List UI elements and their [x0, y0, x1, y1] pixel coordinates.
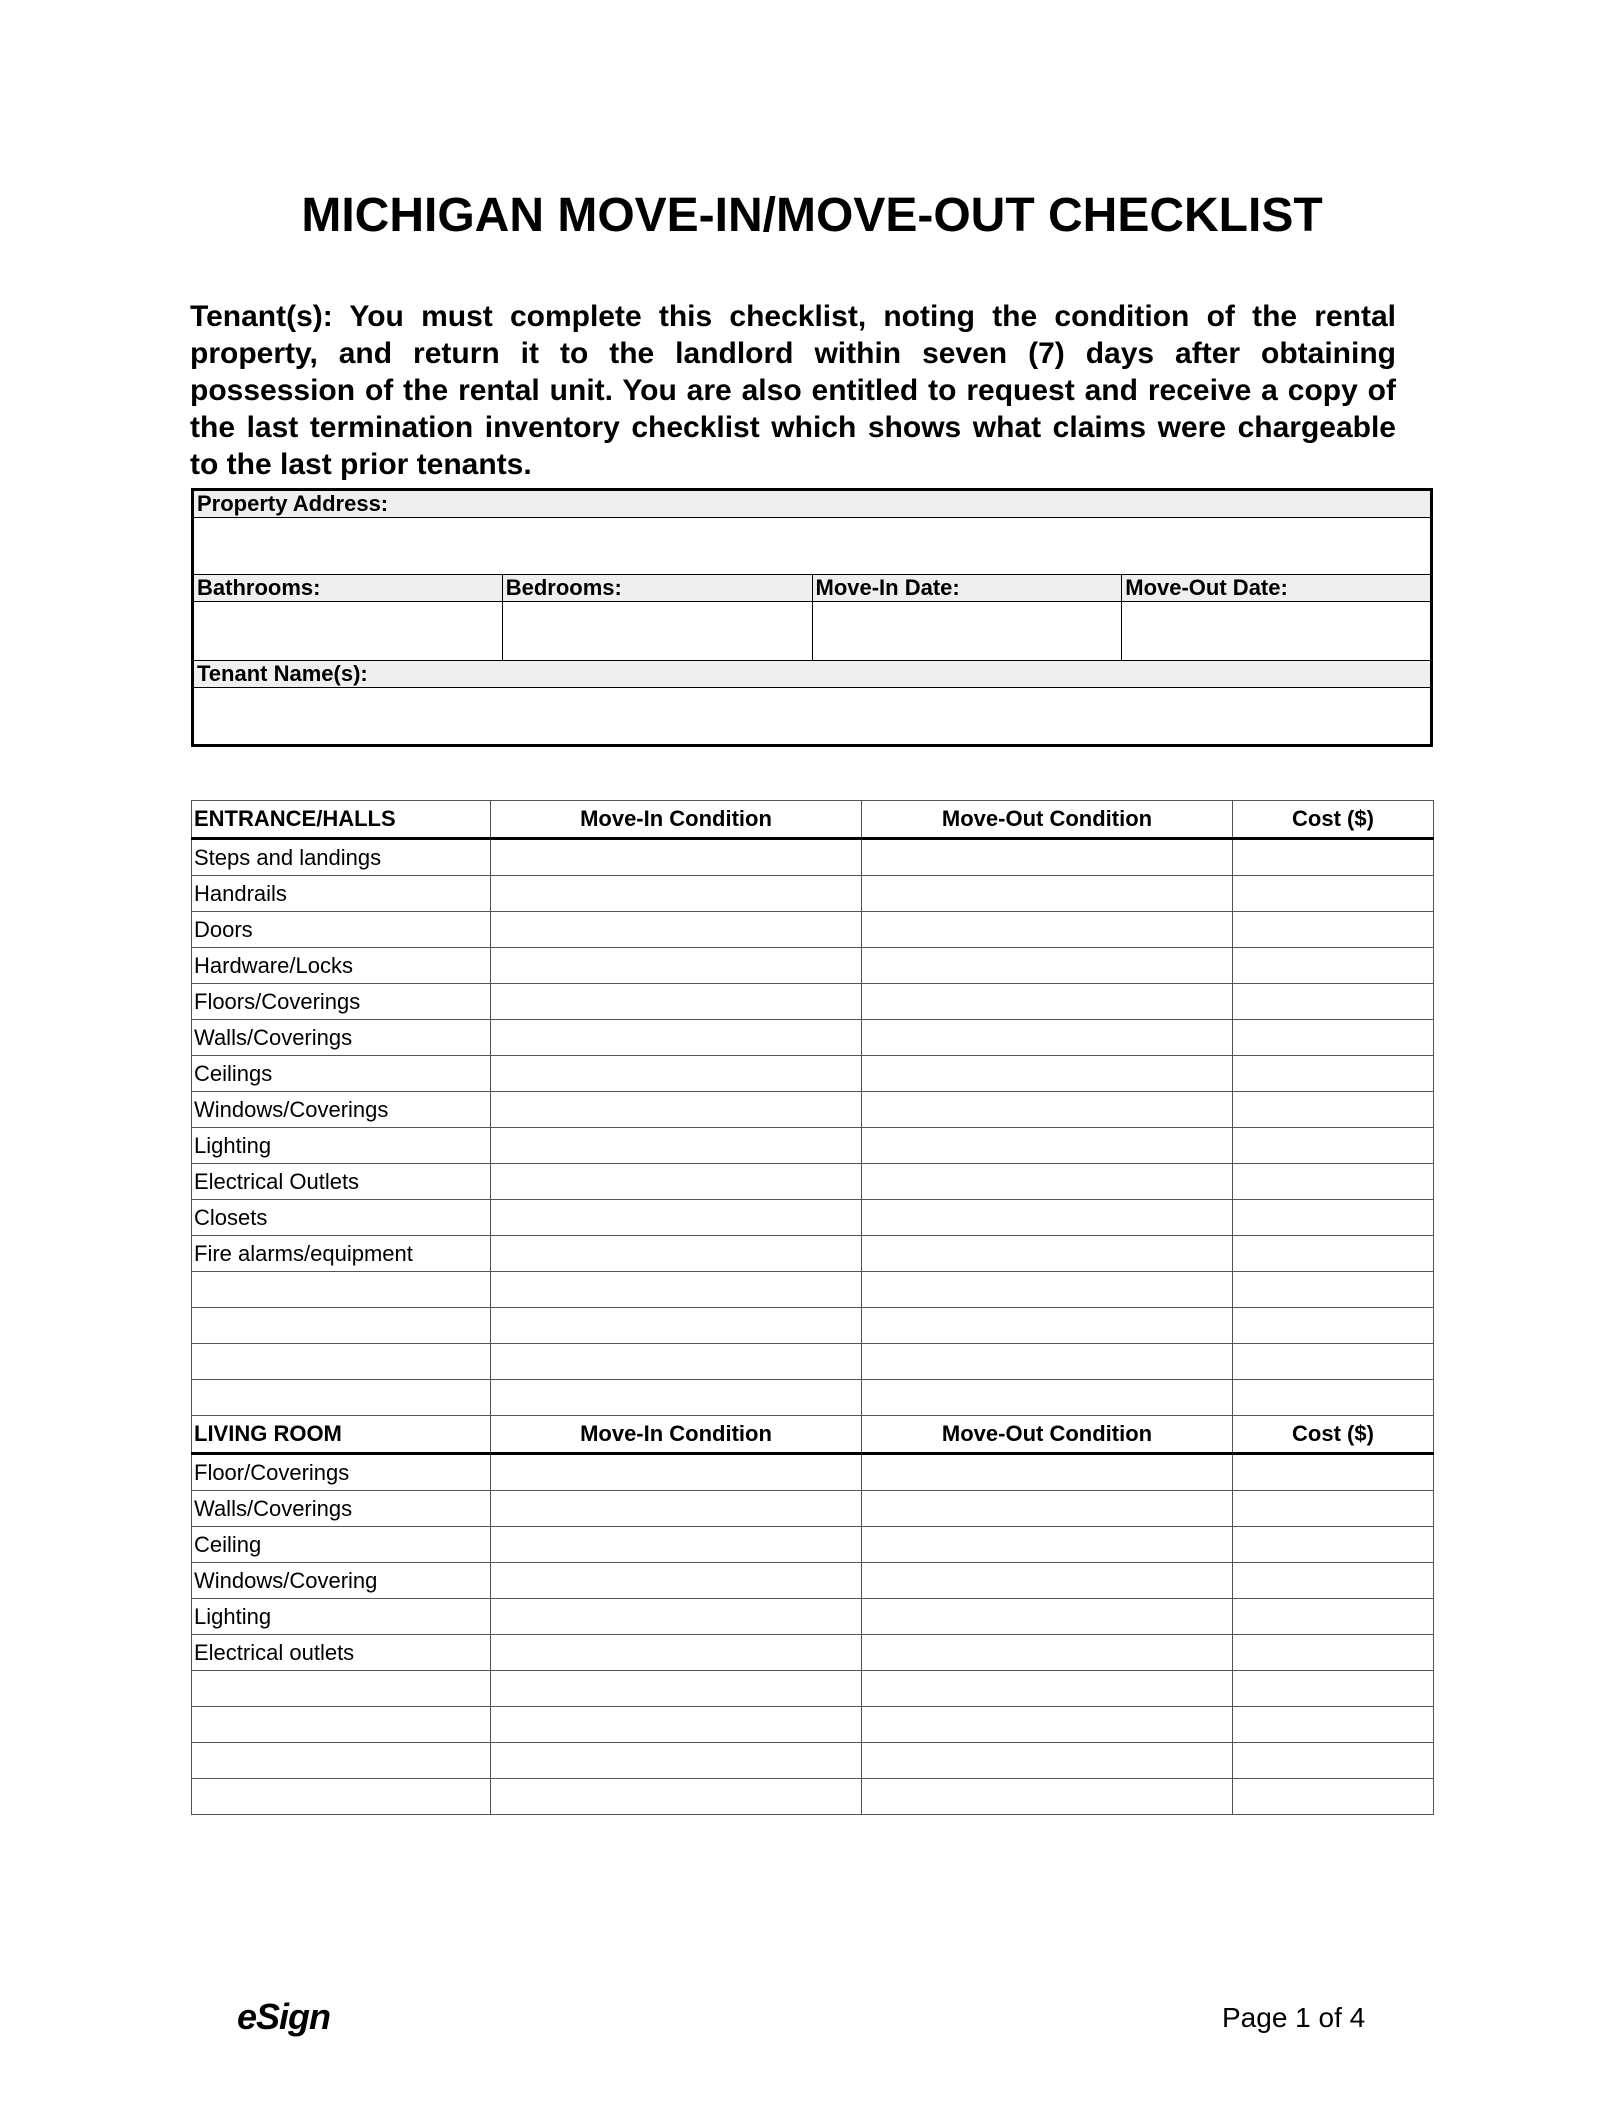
- table-row: [192, 1671, 1434, 1707]
- move-in-date-label: Move-In Date:: [812, 575, 1122, 602]
- item-label: [192, 1380, 491, 1416]
- move-in-condition-cell[interactable]: [491, 1380, 862, 1416]
- item-label: Handrails: [192, 876, 491, 912]
- move-out-condition-cell[interactable]: [862, 1344, 1233, 1380]
- cost-cell[interactable]: [1233, 1272, 1434, 1308]
- table-row: [192, 1308, 1434, 1344]
- move-out-condition-cell[interactable]: [862, 1743, 1233, 1779]
- table-row: [192, 1563, 1434, 1599]
- table-row: [192, 1020, 1434, 1056]
- tenant-names-field[interactable]: [193, 688, 1432, 746]
- move-in-condition-cell[interactable]: [491, 1599, 862, 1635]
- bedrooms-label: Bedrooms:: [502, 575, 812, 602]
- move-in-condition-cell[interactable]: [491, 1308, 862, 1344]
- item-label: [192, 1272, 491, 1308]
- move-in-condition-cell[interactable]: [491, 1779, 862, 1815]
- move-in-condition-cell[interactable]: [491, 1236, 862, 1272]
- item-label: [192, 1743, 491, 1779]
- move-in-condition-cell[interactable]: [491, 1635, 862, 1671]
- table-row: [192, 1236, 1434, 1272]
- item-label: Walls/Coverings: [192, 1020, 491, 1056]
- table-row: [192, 1272, 1434, 1308]
- table-row: [192, 1599, 1434, 1635]
- move-out-condition-cell[interactable]: [862, 948, 1233, 984]
- move-in-date-field[interactable]: [812, 602, 1122, 661]
- item-label: [192, 1308, 491, 1344]
- move-out-condition-cell[interactable]: [862, 1599, 1233, 1635]
- move-out-date-field[interactable]: [1122, 602, 1432, 661]
- move-out-condition-cell[interactable]: [862, 1236, 1233, 1272]
- page-number: Page 1 of 4: [1222, 2002, 1366, 2033]
- cost-cell[interactable]: [1233, 984, 1434, 1020]
- table-row: [192, 876, 1434, 912]
- item-label: Steps and landings: [192, 839, 491, 876]
- tenant-names-label: Tenant Name(s):: [193, 661, 1432, 688]
- item-label: Lighting: [192, 1599, 491, 1635]
- cost-cell[interactable]: [1233, 1635, 1434, 1671]
- move-out-condition-cell[interactable]: [862, 1020, 1233, 1056]
- move-in-condition-cell[interactable]: [491, 948, 862, 984]
- move-in-condition-cell[interactable]: [491, 1272, 862, 1308]
- move-out-condition-cell[interactable]: [862, 1671, 1233, 1707]
- table-row: [192, 1635, 1434, 1671]
- move-out-condition-cell[interactable]: [862, 1380, 1233, 1416]
- cost-cell[interactable]: [1233, 1671, 1434, 1707]
- move-out-condition-cell[interactable]: [862, 912, 1233, 948]
- cost-cell[interactable]: [1233, 1599, 1434, 1635]
- document-title: MICHIGAN MOVE-IN/MOVE-OUT CHECKLIST: [301, 189, 1323, 242]
- item-label: Electrical outlets: [192, 1635, 491, 1671]
- move-in-condition-cell[interactable]: [491, 1056, 862, 1092]
- table-row: [192, 912, 1434, 948]
- living-room-header-row: [192, 1416, 1434, 1454]
- bedrooms-field[interactable]: [502, 602, 812, 661]
- move-in-condition-cell[interactable]: [491, 1164, 862, 1200]
- cost-header: Cost ($): [1233, 801, 1434, 839]
- table-row: [192, 1454, 1434, 1491]
- table-row: [192, 984, 1434, 1020]
- move-out-condition-cell[interactable]: [862, 839, 1233, 876]
- item-label: [192, 1707, 491, 1743]
- move-in-condition-cell[interactable]: [491, 1200, 862, 1236]
- property-info-table: [191, 488, 1433, 747]
- property-address-label: Property Address:: [193, 490, 1432, 518]
- move-out-condition-cell[interactable]: [862, 1527, 1233, 1563]
- table-row: [192, 1743, 1434, 1779]
- item-label: [192, 1344, 491, 1380]
- item-label: Floors/Coverings: [192, 984, 491, 1020]
- entrance-halls-heading: ENTRANCE/HALLS: [192, 801, 491, 839]
- item-label: Hardware/Locks: [192, 948, 491, 984]
- cost-cell[interactable]: [1233, 1308, 1434, 1344]
- bathrooms-field[interactable]: [193, 602, 503, 661]
- move-out-condition-cell[interactable]: [862, 876, 1233, 912]
- table-row: [192, 1527, 1434, 1563]
- cost-cell[interactable]: [1233, 1779, 1434, 1815]
- cost-cell[interactable]: [1233, 1236, 1434, 1272]
- move-out-condition-cell[interactable]: [862, 1200, 1233, 1236]
- move-in-condition-cell[interactable]: [491, 1563, 862, 1599]
- table-row: [192, 1707, 1434, 1743]
- cost-cell[interactable]: [1233, 1491, 1434, 1527]
- item-label: Fire alarms/equipment: [192, 1236, 491, 1272]
- item-label: Walls/Coverings: [192, 1491, 491, 1527]
- move-out-condition-cell[interactable]: [862, 1563, 1233, 1599]
- move-in-condition-cell[interactable]: [491, 984, 862, 1020]
- table-row: [192, 1200, 1434, 1236]
- move-in-condition-cell[interactable]: [491, 839, 862, 876]
- cost-cell[interactable]: [1233, 839, 1434, 876]
- move-in-condition-cell[interactable]: [491, 1454, 862, 1491]
- entrance-halls-header-row: [192, 801, 1434, 839]
- table-row: [192, 1344, 1434, 1380]
- move-out-condition-cell[interactable]: [862, 1454, 1233, 1491]
- move-in-condition-cell[interactable]: [491, 1020, 862, 1056]
- table-row: [192, 1164, 1434, 1200]
- cost-cell[interactable]: [1233, 1563, 1434, 1599]
- cost-cell[interactable]: [1233, 1056, 1434, 1092]
- cost-cell[interactable]: [1233, 1020, 1434, 1056]
- item-label: Floor/Coverings: [192, 1454, 491, 1491]
- cost-cell[interactable]: [1233, 876, 1434, 912]
- living-room-heading: LIVING ROOM: [192, 1416, 491, 1454]
- item-label: Windows/Covering: [192, 1563, 491, 1599]
- cost-cell[interactable]: [1233, 1092, 1434, 1128]
- move-in-condition-cell[interactable]: [491, 1092, 862, 1128]
- cost-cell[interactable]: [1233, 1344, 1434, 1380]
- cost-cell[interactable]: [1233, 912, 1434, 948]
- move-in-condition-cell[interactable]: [491, 1743, 862, 1779]
- move-out-condition-header: Move-Out Condition: [862, 801, 1233, 839]
- move-in-condition-cell[interactable]: [491, 912, 862, 948]
- table-row: [192, 1128, 1434, 1164]
- cost-cell[interactable]: [1233, 1128, 1434, 1164]
- cost-cell[interactable]: [1233, 1200, 1434, 1236]
- move-out-condition-cell[interactable]: [862, 1272, 1233, 1308]
- move-out-condition-cell[interactable]: [862, 1707, 1233, 1743]
- property-address-field[interactable]: [193, 518, 1432, 575]
- esign-logo: eSign: [237, 1996, 331, 2037]
- item-label: Doors: [192, 912, 491, 948]
- item-label: [192, 1779, 491, 1815]
- move-out-condition-cell[interactable]: [862, 1491, 1233, 1527]
- move-out-condition-cell[interactable]: [862, 1308, 1233, 1344]
- cost-cell[interactable]: [1233, 1164, 1434, 1200]
- move-out-date-label: Move-Out Date:: [1122, 575, 1432, 602]
- item-label: Closets: [192, 1200, 491, 1236]
- table-row: [192, 1092, 1434, 1128]
- move-in-condition-cell[interactable]: [491, 1344, 862, 1380]
- cost-cell[interactable]: [1233, 1380, 1434, 1416]
- move-in-condition-cell[interactable]: [491, 1527, 862, 1563]
- cost-cell[interactable]: [1233, 1527, 1434, 1563]
- item-label: Lighting: [192, 1128, 491, 1164]
- table-row: [192, 1380, 1434, 1416]
- table-row: [192, 948, 1434, 984]
- cost-cell[interactable]: [1233, 1454, 1434, 1491]
- checklist-table: [191, 800, 1434, 1815]
- bathrooms-label: Bathrooms:: [193, 575, 503, 602]
- move-in-condition-cell[interactable]: [491, 1128, 862, 1164]
- table-row: [192, 1779, 1434, 1815]
- cost-cell[interactable]: [1233, 1743, 1434, 1779]
- move-out-condition-header: Move-Out Condition: [862, 1416, 1233, 1454]
- intro-paragraph: Tenant(s): You must complete this checklist, noting the condition of the rental property, and return it to the landlord within seven (7) days after obtaining possession of the rental unit. You are also entitled to request and receive a copy of the last termination inventory checklist which shows what claims were chargeable to the last prior tenants.: [190, 300, 1396, 481]
- cost-header: Cost ($): [1233, 1416, 1434, 1454]
- table-row: [192, 1056, 1434, 1092]
- item-label: Electrical Outlets: [192, 1164, 491, 1200]
- item-label: Ceiling: [192, 1527, 491, 1563]
- move-out-condition-cell[interactable]: [862, 1128, 1233, 1164]
- move-out-condition-cell[interactable]: [862, 1092, 1233, 1128]
- item-label: [192, 1671, 491, 1707]
- move-in-condition-header: Move-In Condition: [491, 1416, 862, 1454]
- cost-cell[interactable]: [1233, 1707, 1434, 1743]
- table-row: [192, 839, 1434, 876]
- move-out-condition-cell[interactable]: [862, 1635, 1233, 1671]
- move-in-condition-header: Move-In Condition: [491, 801, 862, 839]
- move-out-condition-cell[interactable]: [862, 1779, 1233, 1815]
- cost-cell[interactable]: [1233, 948, 1434, 984]
- move-in-condition-cell[interactable]: [491, 1671, 862, 1707]
- table-row: [192, 1491, 1434, 1527]
- move-out-condition-cell[interactable]: [862, 1164, 1233, 1200]
- item-label: Ceilings: [192, 1056, 491, 1092]
- move-in-condition-cell[interactable]: [491, 1491, 862, 1527]
- move-in-condition-cell[interactable]: [491, 1707, 862, 1743]
- move-out-condition-cell[interactable]: [862, 1056, 1233, 1092]
- move-out-condition-cell[interactable]: [862, 984, 1233, 1020]
- item-label: Windows/Coverings: [192, 1092, 491, 1128]
- move-in-condition-cell[interactable]: [491, 876, 862, 912]
